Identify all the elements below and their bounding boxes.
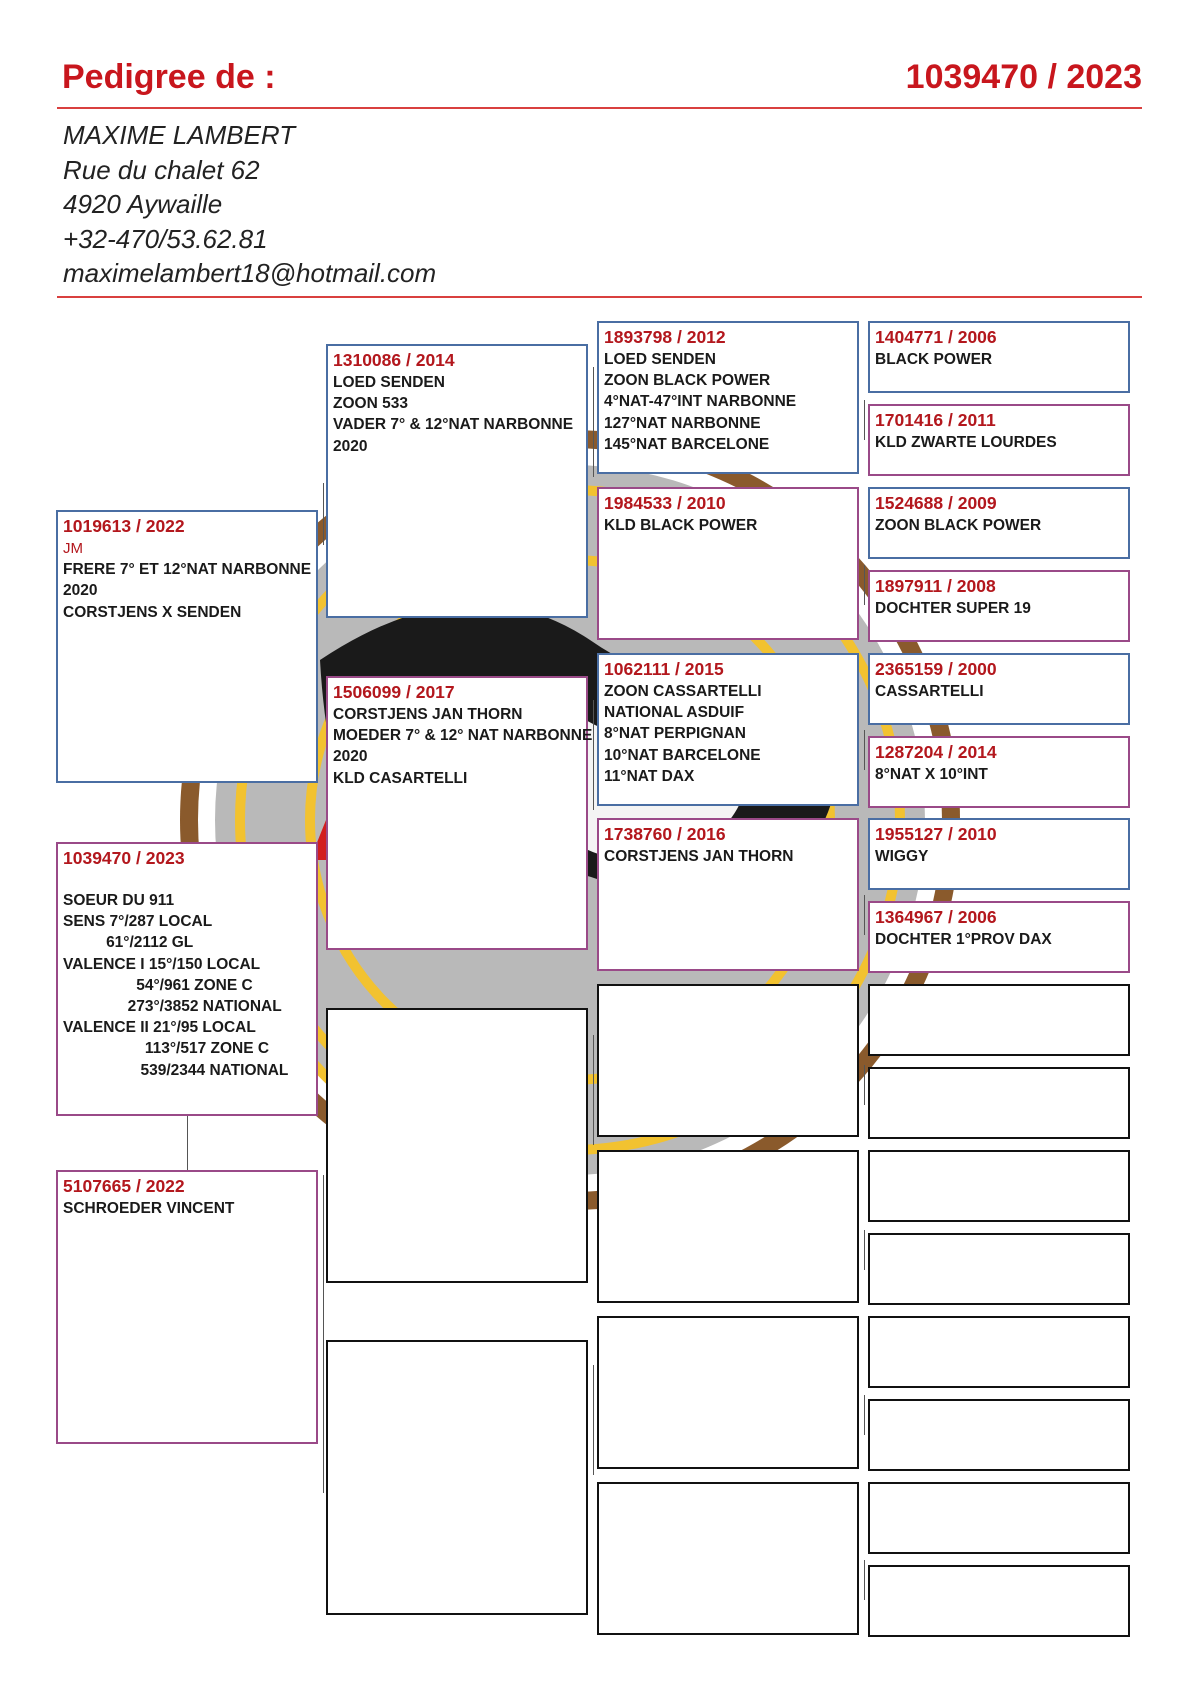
card-line: 145°NAT BARCELONE <box>604 435 770 453</box>
pedigree-card-empty[interactable] <box>868 1482 1130 1554</box>
card-line: KLD BLACK POWER <box>604 517 758 534</box>
card-ring-number: 1738760 / 2016 <box>604 824 726 844</box>
card-line: NATIONAL ASDUIF <box>604 704 745 722</box>
card-details <box>604 349 796 455</box>
card-details <box>875 764 988 785</box>
pedigree-card-empty[interactable] <box>868 1067 1130 1139</box>
card-ring-number: 1955127 / 2010 <box>875 824 997 844</box>
pedigree-card-gen3-1[interactable] <box>597 321 859 474</box>
card-ring-number: 1039470 / 2023 <box>63 848 185 868</box>
gen3-bracket-8 <box>864 1560 865 1600</box>
card-details <box>333 704 592 789</box>
gen2-bracket-1 <box>593 367 594 477</box>
card-ring-number: 1524688 / 2009 <box>875 493 997 513</box>
pedigree-card-empty[interactable] <box>597 1316 859 1469</box>
card-ring-number: 1019613 / 2022 <box>63 516 185 536</box>
card-details <box>63 1198 234 1219</box>
card-ring-number: 1364967 / 2006 <box>875 907 997 927</box>
pedigree-card-gen4-8[interactable] <box>868 901 1130 973</box>
owner-phone: +32-470/53.62.81 <box>63 223 268 254</box>
pedigree-card-empty[interactable] <box>597 1482 859 1635</box>
card-details <box>63 890 288 1081</box>
pedigree-card-gen4-2[interactable] <box>868 404 1130 476</box>
card-line: 10°NAT BARCELONE <box>604 746 761 764</box>
pedigree-card-sire-dam[interactable] <box>326 676 593 950</box>
pedigree-card-empty[interactable] <box>326 1340 588 1615</box>
card-line: CASSARTELLI <box>875 683 984 700</box>
gen3-bracket-1 <box>864 400 865 440</box>
card-line: 2020 <box>63 582 98 600</box>
card-line: CORSTJENS JAN THORN <box>604 848 794 865</box>
pedigree-card-empty[interactable] <box>868 1233 1130 1305</box>
card-line: ZOON BLACK POWER <box>875 517 1042 534</box>
card-details <box>875 349 992 370</box>
pedigree-card-empty[interactable] <box>868 984 1130 1056</box>
card-details <box>875 929 1052 950</box>
page-title: Pedigree de : <box>62 58 276 96</box>
owner-name: MAXIME LAMBERT <box>63 120 296 150</box>
card-details <box>875 681 984 702</box>
pedigree-card-sire[interactable] <box>56 510 318 783</box>
card-line: VADER 7° & 12°NAT NARBONNE <box>333 416 574 434</box>
pedigree-card-gen4-3[interactable] <box>868 487 1130 559</box>
card-line: KLD ZWARTE LOURDES <box>875 434 1057 451</box>
gen2-bracket-2 <box>593 700 594 810</box>
card-ring-number: 1506099 / 2017 <box>333 682 455 702</box>
card-line: MOEDER 7° & 12° NAT NARBONNE <box>333 727 593 745</box>
card-line: LOED SENDEN <box>604 351 716 368</box>
card-ring-number: 1897911 / 2008 <box>875 576 996 596</box>
pedigree-card-empty[interactable] <box>868 1316 1130 1388</box>
gen2-bracket-3 <box>593 1035 594 1145</box>
card-ring-number: 2365159 / 2000 <box>875 659 997 679</box>
card-details <box>333 372 573 457</box>
card-ring-number: 5107665 / 2022 <box>63 1176 185 1196</box>
card-line: SENS 7°/287 LOCAL <box>63 913 213 931</box>
pedigree-card-gen3-3[interactable] <box>597 653 859 806</box>
card-line: CORSTJENS X SENDEN <box>63 603 242 621</box>
card-details <box>63 538 311 623</box>
pedigree-card-empty[interactable] <box>597 984 859 1137</box>
card-tag: JM <box>63 540 83 557</box>
owner-block <box>63 118 436 291</box>
card-line: 4°NAT-47°INT NARBONNE <box>604 393 797 411</box>
gen3-bracket-6 <box>864 1230 865 1270</box>
pedigree-card-gen4-1[interactable] <box>868 321 1130 393</box>
owner-email: maximelambert18@hotmail.com <box>63 258 437 288</box>
card-line: 2020 <box>333 748 368 766</box>
card-line: 11°NAT DAX <box>604 767 695 785</box>
card-line: 127°NAT NARBONNE <box>604 414 761 432</box>
card-line: 113°/517 ZONE C <box>63 1040 270 1058</box>
pedigree-card-empty[interactable] <box>868 1399 1130 1471</box>
card-line: 61°/2112 GL <box>63 934 194 952</box>
dam-bracket <box>323 1175 324 1493</box>
pedigree-card-gen4-4[interactable] <box>868 570 1130 642</box>
pedigree-card-empty[interactable] <box>597 1150 859 1303</box>
gen3-bracket-5 <box>864 1065 865 1105</box>
gen3-bracket-2 <box>864 565 865 605</box>
card-line: DOCHTER 1°PROV DAX <box>875 931 1052 948</box>
card-ring-number: 1287204 / 2014 <box>875 742 997 762</box>
card-details <box>875 515 1041 536</box>
card-details <box>875 432 1057 453</box>
card-ring-number: 1310086 / 2014 <box>333 350 455 370</box>
card-line: DOCHTER SUPER 19 <box>875 600 1031 617</box>
card-line: SCHROEDER VINCENT <box>63 1200 235 1217</box>
pedigree-card-gen3-2[interactable] <box>597 487 859 640</box>
card-line: BLACK POWER <box>875 351 993 368</box>
card-line: SOEUR DU 911 <box>63 892 175 909</box>
card-line: 273°/3852 NATIONAL <box>63 998 282 1016</box>
sire-bracket <box>323 483 324 545</box>
gen3-bracket-7 <box>864 1395 865 1435</box>
card-ring-number: 1062111 / 2015 <box>604 659 724 679</box>
card-line: VALENCE I 15°/150 LOCAL <box>63 955 261 973</box>
card-line: ZOON CASSARTELLI <box>604 683 762 700</box>
card-details <box>604 681 762 787</box>
gen2-bracket-4 <box>593 1365 594 1475</box>
subject-ring-number: 1039470 / 2023 <box>905 58 1142 96</box>
card-ring-number: 1984533 / 2010 <box>604 493 726 513</box>
card-line: ZOON BLACK POWER <box>604 372 771 390</box>
card-line: 8°NAT PERPIGNAN <box>604 725 746 743</box>
card-line: VALENCE II 21°/95 LOCAL <box>63 1019 256 1037</box>
card-details <box>875 846 928 867</box>
card-ring-number: 1404771 / 2006 <box>875 327 997 347</box>
pedigree-card-empty[interactable] <box>326 1008 588 1283</box>
pedigree-card-sire-sire[interactable] <box>326 344 588 618</box>
card-line: 2020 <box>333 437 368 455</box>
card-details <box>604 846 793 867</box>
card-line: 8°NAT X 10°INT <box>875 766 988 783</box>
card-line: CORSTJENS JAN THORN <box>333 706 523 723</box>
owner-city: 4920 Aywaille <box>63 189 223 219</box>
card-details <box>875 598 1031 619</box>
card-line: FRERE 7° ET 12°NAT NARBONNE <box>63 561 312 579</box>
card-line: WIGGY <box>875 848 929 865</box>
gen3-bracket-3 <box>864 730 865 770</box>
card-ring-number: 1701416 / 2011 <box>875 410 996 430</box>
pedigree-card-empty[interactable] <box>868 1150 1130 1222</box>
owner-street: Rue du chalet 62 <box>63 154 260 185</box>
pedigree-card-dam[interactable] <box>56 1170 318 1444</box>
pedigree-card-gen3-4[interactable] <box>597 818 859 971</box>
card-details <box>604 515 757 536</box>
pedigree-card-gen4-5[interactable] <box>868 653 1130 725</box>
parent-connector <box>187 1116 188 1170</box>
card-ring-number: 1893798 / 2012 <box>604 327 726 347</box>
pedigree-card-gen4-6[interactable] <box>868 736 1130 808</box>
card-line: 539/2344 NATIONAL <box>63 1061 289 1079</box>
pedigree-card-gen4-7[interactable] <box>868 818 1130 890</box>
card-line: LOED SENDEN <box>333 374 445 391</box>
header-divider <box>57 107 1142 109</box>
card-line: ZOON 533 <box>333 395 408 413</box>
pedigree-card-empty[interactable] <box>868 1565 1130 1637</box>
owner-divider <box>57 296 1142 298</box>
card-line: 54°/961 ZONE C <box>63 976 253 994</box>
gen3-bracket-4 <box>864 895 865 935</box>
card-line: KLD CASARTELLI <box>333 769 468 787</box>
pedigree-card-subject[interactable] <box>56 842 318 1116</box>
